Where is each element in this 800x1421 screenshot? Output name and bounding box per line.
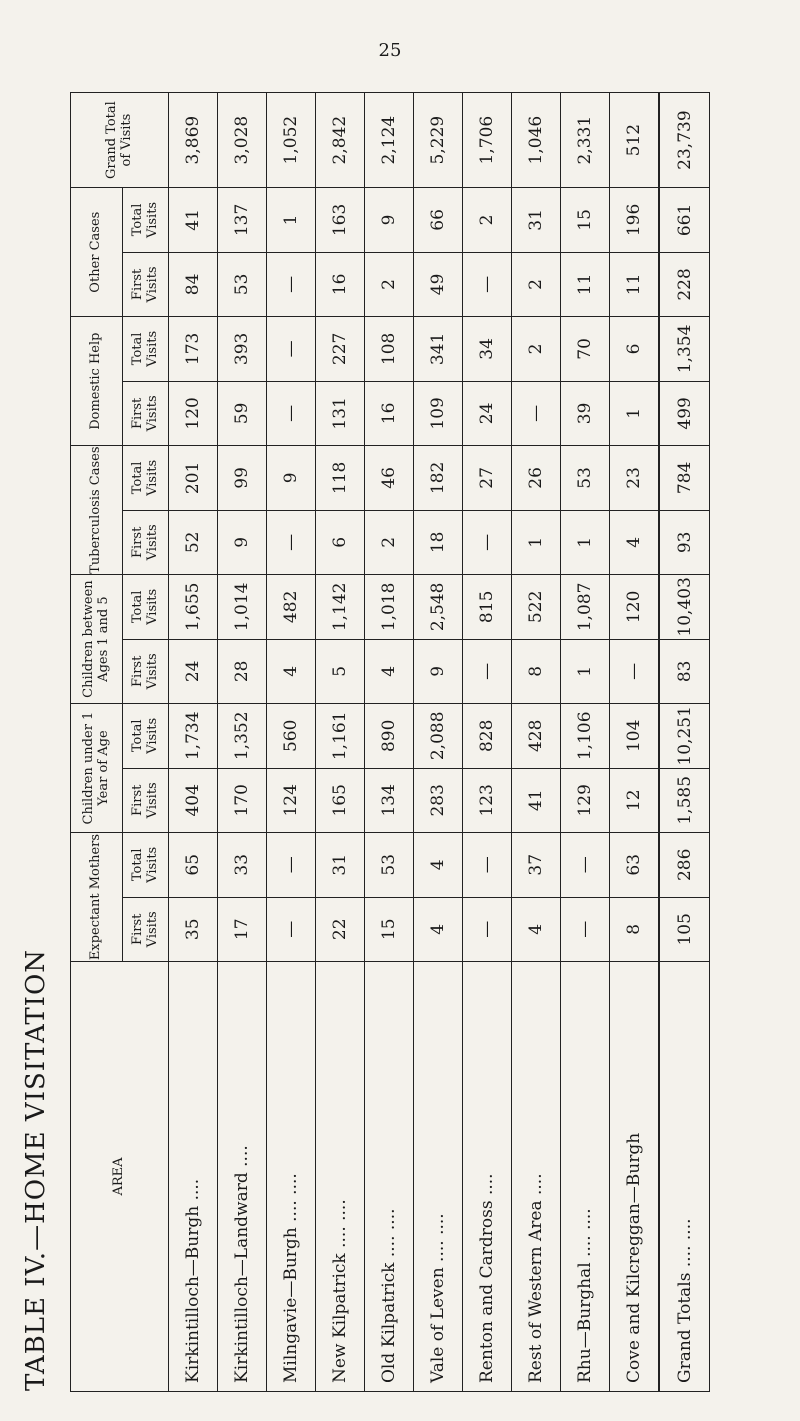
area-name: Grand Totals .... ....	[659, 962, 709, 1392]
visit-count-cell: 108	[364, 317, 413, 381]
grand-total-cell: 2,124	[364, 93, 413, 188]
visit-count-cell: 201	[169, 446, 218, 510]
area-name: Cove and Kilcreggan—Burgh	[609, 962, 659, 1392]
header-first-visits: First Visits	[123, 897, 169, 961]
grand-total-cell: 2,331	[560, 93, 609, 188]
visit-count-cell: —	[266, 897, 315, 961]
visit-count-cell: 1,655	[169, 575, 218, 639]
header-total-visits: Total Visits	[123, 317, 169, 381]
visit-count-cell: 1	[560, 639, 609, 703]
visit-count-cell: 33	[217, 833, 266, 898]
visit-count-cell: 428	[511, 704, 560, 769]
header-first-visits: First Visits	[123, 768, 169, 832]
grand-total-cell: 1,046	[511, 93, 560, 188]
visit-count-cell: 99	[217, 446, 266, 510]
grand-total-cell: 1,706	[462, 93, 511, 188]
visit-count-cell: 9	[217, 510, 266, 574]
visit-count-cell: 120	[169, 381, 218, 445]
visit-count-cell: 227	[315, 317, 364, 381]
visit-count-cell: 49	[413, 252, 462, 316]
visit-count-cell: 1	[511, 510, 560, 574]
visit-count-cell: 2	[511, 252, 560, 316]
header-grand-total: Grand Total of Visits	[71, 93, 169, 188]
table-row	[315, 93, 364, 1392]
visit-count-cell: 16	[364, 381, 413, 445]
visit-count-cell: 8	[511, 639, 560, 703]
grand-total-cell: 3,028	[217, 93, 266, 188]
visit-count-cell: 4	[266, 639, 315, 703]
visit-count-cell: 393	[217, 317, 266, 381]
visit-count-cell: 59	[217, 381, 266, 445]
visit-count-cell: 163	[315, 188, 364, 252]
visit-count-cell: 123	[462, 768, 511, 832]
visit-count-cell: 27	[462, 446, 511, 510]
table-title	[16, 948, 56, 1392]
header-group: Other Cases	[71, 188, 123, 317]
visit-count-cell: 1,087	[560, 575, 609, 639]
visit-count-cell: 404	[169, 768, 218, 832]
home-visitation-table	[70, 92, 710, 1392]
visit-count-cell: 10,403	[659, 575, 709, 639]
visit-count-cell: 196	[609, 188, 659, 252]
visit-count-cell: 15	[560, 188, 609, 252]
header-first-visits: First Visits	[123, 639, 169, 703]
table-row	[169, 93, 218, 1392]
area-name: New Kilpatrick .... ....	[315, 962, 364, 1392]
area-name: Kirkintilloch—Burgh ....	[169, 962, 218, 1392]
visit-count-cell: —	[462, 252, 511, 316]
header-first-visits: First Visits	[123, 252, 169, 316]
visit-count-cell: 890	[364, 704, 413, 769]
visit-count-cell: 1,585	[659, 768, 709, 832]
visit-count-cell: 1	[560, 510, 609, 574]
table-row	[462, 93, 511, 1392]
visit-count-cell: 46	[364, 446, 413, 510]
visit-count-cell: 1,142	[315, 575, 364, 639]
header-total-visits: Total Visits	[123, 833, 169, 898]
visit-count-cell: 18	[413, 510, 462, 574]
visit-count-cell: —	[609, 639, 659, 703]
header-total-visits: Total Visits	[123, 188, 169, 252]
visit-count-cell: 84	[169, 252, 218, 316]
visit-count-cell: 41	[511, 768, 560, 832]
visit-count-cell: 661	[659, 188, 709, 252]
visit-count-cell: 53	[217, 252, 266, 316]
visit-count-cell: 15	[364, 897, 413, 961]
visit-count-cell: 828	[462, 704, 511, 769]
visit-count-cell: 52	[169, 510, 218, 574]
page-number: 25	[378, 40, 402, 61]
visit-count-cell: —	[266, 510, 315, 574]
visit-count-cell: 4	[511, 897, 560, 961]
visit-count-cell: 341	[413, 317, 462, 381]
visit-count-cell: 11	[609, 252, 659, 316]
rotated-table	[70, 92, 710, 1392]
header-group: Expectant Mothers	[71, 833, 123, 962]
grand-total-cell: 23,739	[659, 93, 709, 188]
grand-total-cell: 512	[609, 93, 659, 188]
visit-count-cell: 499	[659, 381, 709, 445]
visit-count-cell: 182	[413, 446, 462, 510]
visit-count-cell: 70	[560, 317, 609, 381]
visit-count-cell: 41	[169, 188, 218, 252]
visit-count-cell: 1,014	[217, 575, 266, 639]
grand-total-cell: 1,052	[266, 93, 315, 188]
table-row	[364, 93, 413, 1392]
visit-count-cell: 118	[315, 446, 364, 510]
header-total-visits: Total Visits	[123, 704, 169, 769]
visit-count-cell: 173	[169, 317, 218, 381]
area-name: Rest of Western Area ....	[511, 962, 560, 1392]
visit-count-cell: 39	[560, 381, 609, 445]
visit-count-cell: —	[462, 639, 511, 703]
visit-count-cell: 1,106	[560, 704, 609, 769]
visit-count-cell: 17	[217, 897, 266, 961]
visit-count-cell: 9	[413, 639, 462, 703]
table-row	[266, 93, 315, 1392]
visit-count-cell: 11	[560, 252, 609, 316]
visit-count-cell: 105	[659, 897, 709, 961]
visit-count-cell: 120	[609, 575, 659, 639]
header-first-visits: First Visits	[123, 381, 169, 445]
header-total-visits: Total Visits	[123, 575, 169, 639]
visit-count-cell: 1,352	[217, 704, 266, 769]
visit-count-cell: 4	[364, 639, 413, 703]
table-row	[511, 93, 560, 1392]
header-group: Children under 1 Year of Age	[71, 704, 123, 833]
area-name: Kirkintilloch—Landward ....	[217, 962, 266, 1392]
header-total-visits: Total Visits	[123, 446, 169, 510]
area-name: Old Kilpatrick .... ....	[364, 962, 413, 1392]
visit-count-cell: 165	[315, 768, 364, 832]
visit-count-cell: 2,088	[413, 704, 462, 769]
visit-count-cell: —	[462, 510, 511, 574]
visit-count-cell: 228	[659, 252, 709, 316]
visit-count-cell: 1,734	[169, 704, 218, 769]
visit-count-cell: 134	[364, 768, 413, 832]
visit-count-cell: 124	[266, 768, 315, 832]
table-container	[70, 92, 710, 1392]
grand-total-cell: 2,842	[315, 93, 364, 188]
header-area: AREA	[71, 962, 169, 1392]
visit-count-cell: 4	[413, 897, 462, 961]
visit-count-cell: 23	[609, 446, 659, 510]
visit-count-cell: 2	[462, 188, 511, 252]
visit-count-cell: 5	[315, 639, 364, 703]
visit-count-cell: —	[560, 833, 609, 898]
table-row	[217, 93, 266, 1392]
visit-count-cell: 131	[315, 381, 364, 445]
visit-count-cell: 12	[609, 768, 659, 832]
visit-count-cell: 170	[217, 768, 266, 832]
table-header	[71, 93, 169, 1392]
visit-count-cell: —	[462, 833, 511, 898]
grand-totals-row	[659, 93, 709, 1392]
visit-count-cell: 6	[315, 510, 364, 574]
visit-count-cell: 63	[609, 833, 659, 898]
visit-count-cell: 65	[169, 833, 218, 898]
visit-count-cell: 9	[364, 188, 413, 252]
visit-count-cell: 22	[315, 897, 364, 961]
visit-count-cell: 784	[659, 446, 709, 510]
visit-count-cell: 2	[364, 252, 413, 316]
grand-total-cell: 5,229	[413, 93, 462, 188]
visit-count-cell: 16	[315, 252, 364, 316]
visit-count-cell: 1	[609, 381, 659, 445]
visit-count-cell: 1,354	[659, 317, 709, 381]
visit-count-cell: 28	[217, 639, 266, 703]
visit-count-cell: 522	[511, 575, 560, 639]
visit-count-cell: 24	[462, 381, 511, 445]
visit-count-cell: 283	[413, 768, 462, 832]
visit-count-cell: 34	[462, 317, 511, 381]
area-name: Renton and Cardross ....	[462, 962, 511, 1392]
area-name: Milngavie—Burgh .... ....	[266, 962, 315, 1392]
visit-count-cell: —	[266, 252, 315, 316]
visit-count-cell: 35	[169, 897, 218, 961]
table-row	[413, 93, 462, 1392]
visit-count-cell: 53	[364, 833, 413, 898]
visit-count-cell: 53	[560, 446, 609, 510]
area-name: Rhu—Burghal .... ....	[560, 962, 609, 1392]
visit-count-cell: —	[266, 381, 315, 445]
visit-count-cell: 2	[364, 510, 413, 574]
visit-count-cell: 129	[560, 768, 609, 832]
visit-count-cell: 2,548	[413, 575, 462, 639]
visit-count-cell: 1	[266, 188, 315, 252]
visit-count-cell: 26	[511, 446, 560, 510]
visit-count-cell: 83	[659, 639, 709, 703]
visit-count-cell: 1,161	[315, 704, 364, 769]
visit-count-cell: —	[511, 381, 560, 445]
visit-count-cell: 37	[511, 833, 560, 898]
visit-count-cell: 93	[659, 510, 709, 574]
grand-total-cell: 3,869	[169, 93, 218, 188]
header-group: Children between Ages 1 and 5	[71, 575, 123, 704]
visit-count-cell: 6	[609, 317, 659, 381]
table-row	[609, 93, 659, 1392]
visit-count-cell: —	[560, 897, 609, 961]
visit-count-cell: 4	[609, 510, 659, 574]
table-title-text: TABLE IV.—HOME VISITATION	[21, 948, 51, 1392]
visit-count-cell: 560	[266, 704, 315, 769]
visit-count-cell: 286	[659, 833, 709, 898]
table-row	[560, 93, 609, 1392]
visit-count-cell: —	[266, 317, 315, 381]
visit-count-cell: —	[462, 897, 511, 961]
table-body	[169, 93, 710, 1392]
visit-count-cell: 482	[266, 575, 315, 639]
visit-count-cell: 24	[169, 639, 218, 703]
area-name: Vale of Leven .... ....	[413, 962, 462, 1392]
visit-count-cell: 815	[462, 575, 511, 639]
visit-count-cell: 31	[315, 833, 364, 898]
visit-count-cell: 31	[511, 188, 560, 252]
header-first-visits: First Visits	[123, 510, 169, 574]
visit-count-cell: 137	[217, 188, 266, 252]
visit-count-cell: 4	[413, 833, 462, 898]
visit-count-cell: 1,018	[364, 575, 413, 639]
visit-count-cell: 66	[413, 188, 462, 252]
visit-count-cell: 104	[609, 704, 659, 769]
visit-count-cell: 8	[609, 897, 659, 961]
visit-count-cell: 2	[511, 317, 560, 381]
visit-count-cell: —	[266, 833, 315, 898]
header-group: Tuberculosis Cases	[71, 446, 123, 575]
header-group: Domestic Help	[71, 317, 123, 446]
visit-count-cell: 10,251	[659, 704, 709, 769]
visit-count-cell: 9	[266, 446, 315, 510]
visit-count-cell: 109	[413, 381, 462, 445]
